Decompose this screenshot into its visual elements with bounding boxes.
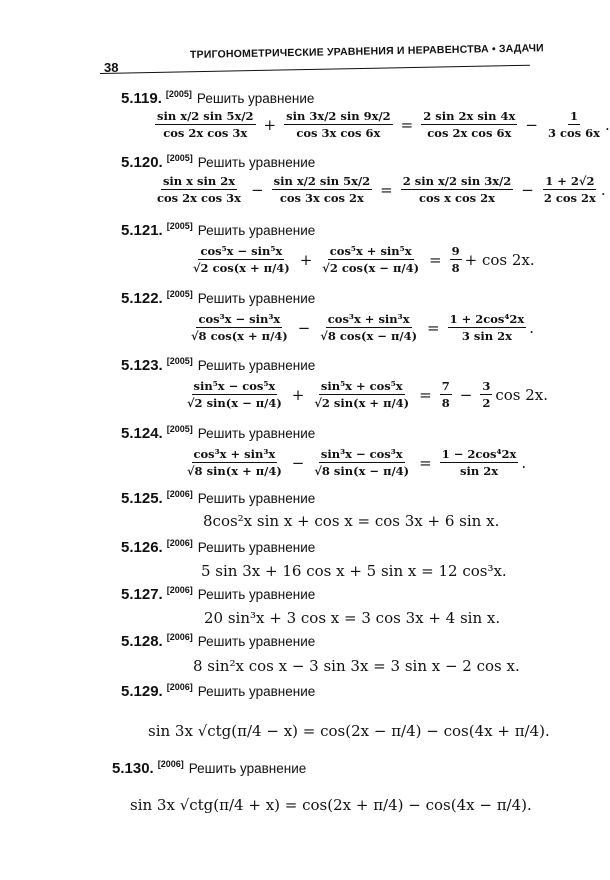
problem-number: 5.129. <box>121 683 163 700</box>
fraction: $\frac{\text{sin⁵x + cos⁵x}}{√2 \sin(x + \pi/4)}$ <box>314 379 410 410</box>
problem-heading <box>112 759 306 778</box>
problem-year: [2006] <box>166 682 193 692</box>
problem-text: Решить уравнение <box>188 761 307 776</box>
problem-heading <box>121 89 314 108</box>
problem-heading <box>121 585 315 604</box>
formula: $\frac{\text{cos³x + sin³x}}{√8 \sin(x + \pi/4)}$ − $\frac{\text{sin³x − cos³x}}{√8 \sin(x - \pi/4)}$ = $\frac{\text{1 − 2cos⁴2x}}{\sin 2x}$ . <box>187 447 527 478</box>
formula: 8cos²x sin x + cos x = cos 3x + 6 sin x. <box>203 512 500 530</box>
problem-year: [2005] <box>166 356 193 366</box>
formula: 5 sin 3x + 16 cos x + 5 sin x = 12 cos³x. <box>201 562 507 580</box>
problem-year: [2006] <box>166 489 193 499</box>
problem-heading <box>121 632 315 651</box>
problem-number: 5.123. <box>121 357 163 374</box>
problem-year: [2006] <box>166 632 193 642</box>
formula: sin 3x √ctg(π/4 − x) = cos(2x − π/4) − cos(4x + π/4). <box>148 722 550 740</box>
problem-year: [2006] <box>166 585 193 595</box>
problem-year: [2006] <box>157 759 184 769</box>
fraction: $\frac{\text{1 − 2cos⁴2x}}{\sin 2x}$ <box>441 447 517 478</box>
formula: $\frac{\text{cos³x − sin³x}}{√8 \cos(x + \pi/4)}$ − $\frac{\text{cos³x + sin³x}}{√8 \cos(x - \pi/4)}$ = $\frac{\text{1 + 2cos⁴2x}}{3 \sin 2x}$ . <box>191 312 535 343</box>
problem-number: 5.122. <box>121 290 163 307</box>
problem-text: Решить уравнение <box>197 587 316 602</box>
fraction: $\frac{\text{2 sin x/2 sin 3x/2}}{\text{cos x cos 2x}}$ <box>402 174 512 205</box>
problem-number: 5.125. <box>121 490 163 507</box>
problem-text: Решить уравнение <box>197 291 316 306</box>
problem-heading <box>121 682 315 701</box>
problem-year: [2005] <box>166 424 193 434</box>
page-number: 38 <box>104 60 119 75</box>
running-title: ТРИГОНОМЕТРИЧЕСКИЕ УРАВНЕНИЯ И НЕРАВЕНСТВА • ЗАДАЧИ <box>189 42 544 61</box>
problem-heading <box>121 538 315 557</box>
problem-text: Решить уравнение <box>196 91 315 106</box>
fraction: $\frac{\text{cos⁵x − sin⁵x}}{√2 \cos(x + \pi/4)}$ <box>193 244 290 275</box>
fraction: $\frac{\text{1 + 2cos⁴2x}}{3 \sin 2x}$ <box>449 312 525 343</box>
problem-year: [2005] <box>166 289 193 299</box>
problem-year: [2005] <box>166 153 193 163</box>
header-rule <box>100 65 530 74</box>
problem-text: Решить уравнение <box>197 155 316 170</box>
problem-text: Решить уравнение <box>197 358 316 373</box>
fraction: $\frac{\text{sin x sin 2x}}{\text{cos 2x cos 3x}}$ <box>157 174 242 205</box>
fraction: $\frac{1}{3 \cos 6x}$ <box>547 109 600 140</box>
problem-number: 5.130. <box>112 760 154 777</box>
fraction: $\frac{1 + 2√2}{2 \cos 2x}$ <box>543 174 596 205</box>
problem-year: [2006] <box>166 538 193 548</box>
fraction: $\frac{\text{cos⁵x + sin⁵x}}{√2 \cos(x - \pi/4)}$ <box>322 244 420 275</box>
problem-number: 5.121. <box>121 222 163 239</box>
formula: 8 sin²x cos x − 3 sin 3x = 3 sin x − 2 cos x. <box>193 657 520 675</box>
problem-heading <box>121 424 315 443</box>
fraction: $\frac{\sin 3x/2 \sin 9x/2}{\text{cos 3x cos 6x}}$ <box>286 109 391 140</box>
problem-text: Решить уравнение <box>197 491 316 506</box>
fraction: $\frac{\text{sin³x − cos³x}}{√8 \sin(x - \pi/4)}$ <box>314 447 410 478</box>
problem-heading <box>121 289 315 308</box>
problem-year: [2005] <box>166 221 193 231</box>
fraction: $\frac{\text{2 sin 2x sin 4x}}{\text{cos 2x cos 6x}}$ <box>423 109 516 140</box>
fraction: $\frac{\text{cos³x + sin³x}}{√8 \sin(x + \pi/4)}$ <box>187 447 282 478</box>
formula: 20 sin³x + 3 cos x = 3 cos 3x + 4 sin x. <box>204 609 501 627</box>
problem-heading <box>121 221 315 240</box>
fraction: $\frac{9}{8}$ <box>451 244 460 275</box>
problem-heading <box>121 356 315 375</box>
problem-number: 5.126. <box>121 539 163 556</box>
formula: $\frac{\text{sin x sin 2x}}{\text{cos 2x cos 3x}}$ − $\frac{\text{sin x/2 sin 5x/2}}{\text{cos 3x cos 2x}}$ = $\frac{\text{2 sin x/2 sin 3x/2}}{\text{cos x cos 2x}}$ − $\frac{1 + 2√2}{2 \cos 2x}$ . <box>157 174 606 205</box>
fraction: $\frac{\text{cos³x + sin³x}}{√8 \cos(x - \pi/4)}$ <box>320 312 418 343</box>
formula: $\frac{\text{cos⁵x − sin⁵x}}{√2 \cos(x + \pi/4)}$ + $\frac{\text{cos⁵x + sin⁵x}}{√2 \cos(x - \pi/4)}$ = $\frac{9}{8}$ + cos 2x. <box>193 244 535 275</box>
problem-number: 5.120. <box>121 154 163 171</box>
fraction: $\frac{\text{sin x/2 sin 5x/2}}{\text{cos 2x cos 3x}}$ <box>157 109 254 140</box>
fraction: $\frac{7}{8}$ <box>441 379 450 410</box>
problem-number: 5.124. <box>121 425 163 442</box>
problem-text: Решить уравнение <box>197 684 316 699</box>
problem-text: Решить уравнение <box>197 634 316 649</box>
problem-number: 5.119. <box>121 90 162 107</box>
problem-heading <box>121 153 315 172</box>
problem-text: Решить уравнение <box>197 223 316 238</box>
fraction: $\frac{\text{sin x/2 sin 5x/2}}{\text{cos 3x cos 2x}}$ <box>273 174 371 205</box>
problem-text: Решить уравнение <box>197 426 316 441</box>
problem-heading <box>121 489 315 508</box>
formula: $\frac{\text{sin⁵x − cos⁵x}}{√2 \sin(x - \pi/4)}$ + $\frac{\text{sin⁵x + cos⁵x}}{√2 \sin(x + \pi/4)}$ = $\frac{7}{8}$ − $\frac{3}{2}$ cos 2x. <box>187 379 548 410</box>
problem-number: 5.128. <box>121 633 163 650</box>
fraction: $\frac{3}{2}$ <box>482 379 491 410</box>
formula: sin 3x √ctg(π/4 + x) = cos(2x + π/4) − cos(4x − π/4). <box>130 796 532 814</box>
problem-year: [2005] <box>165 89 192 99</box>
formula: $\frac{\text{sin x/2 sin 5x/2}}{\text{cos 2x cos 3x}}$ + $\frac{\sin 3x/2 \sin 9x/2}{\text{cos 3x cos 6x}}$ = $\frac{\text{2 sin 2x sin 4x}}{\text{cos 2x cos 6x}}$ − $\frac{1}{3 \cos 6x}$ . <box>157 109 610 140</box>
fraction: $\frac{\text{sin⁵x − cos⁵x}}{√2 \sin(x - \pi/4)}$ <box>187 379 282 410</box>
problem-number: 5.127. <box>121 586 163 603</box>
fraction: $\frac{\text{cos³x − sin³x}}{√8 \cos(x + \pi/4)}$ <box>191 312 288 343</box>
problem-text: Решить уравнение <box>197 540 316 555</box>
